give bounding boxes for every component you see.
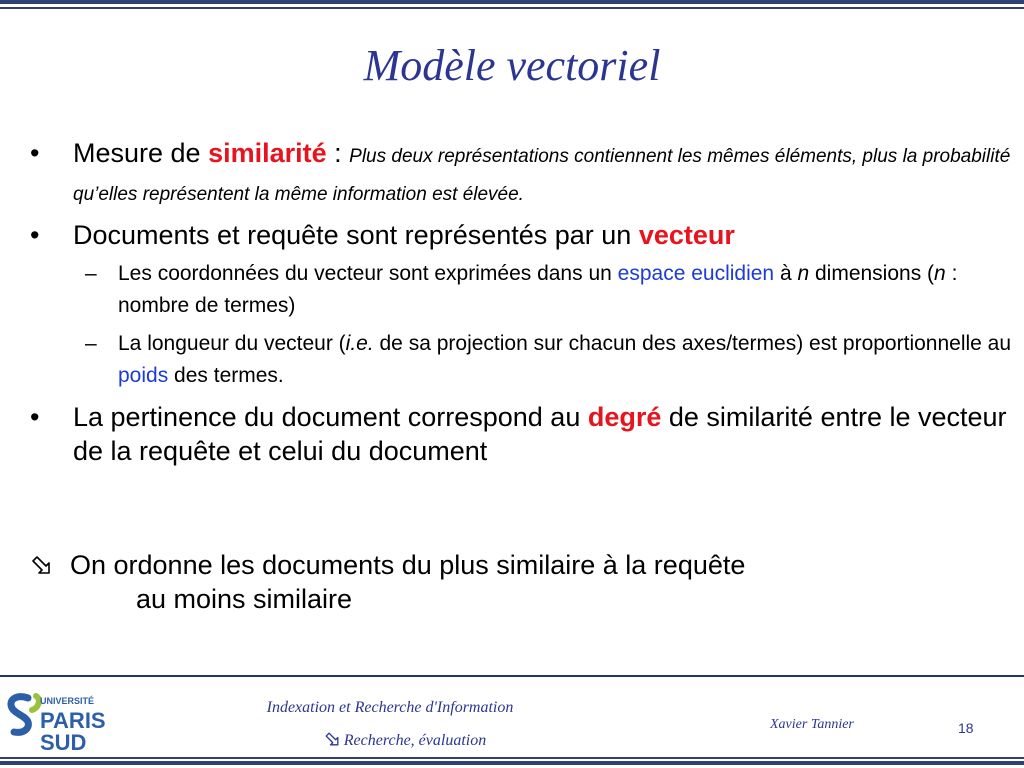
- logo-paris-text: PARIS: [40, 708, 106, 733]
- subbullet-coordinates: [30, 258, 1020, 322]
- slide-body: [30, 136, 1020, 468]
- bullet-icon: •: [30, 138, 40, 168]
- dash-icon: –: [85, 262, 97, 285]
- subbullet-text: à: [774, 262, 798, 285]
- footer-separator: [0, 675, 1024, 677]
- bullet-vector: [30, 218, 1020, 252]
- bullet-icon: •: [30, 220, 40, 250]
- footer-section: [200, 731, 610, 751]
- subbullet-text: : nombre de termes): [118, 262, 958, 317]
- footer-section-text: Recherche, évaluation: [343, 732, 487, 749]
- highlight-vecteur: vecteur: [638, 220, 735, 250]
- dash-icon: –: [85, 332, 97, 355]
- conclusion: [30, 548, 745, 616]
- bullet-text: Documents et requête sont représentés par un: [73, 220, 639, 250]
- university-logo: [6, 690, 116, 754]
- bottom-frame-bar-thin: [0, 757, 1024, 759]
- logo-sud-text: SUD: [40, 730, 87, 754]
- bullet-text: La pertinence du document correspond au: [73, 402, 588, 432]
- page-number: 18: [958, 720, 974, 736]
- conclusion-line1: On ordonne les documents du plus similaire à la requête: [70, 550, 746, 580]
- highlight-poids: poids: [118, 364, 169, 387]
- definition-italic: Plus deux représentations contiennent les mêmes éléments, plus la probabilité qu’elles représentent la même information est élevée.: [73, 146, 1011, 205]
- bullet-icon: •: [30, 402, 40, 432]
- highlight-similarite: similarité: [208, 138, 327, 168]
- subbullet-text: des termes.: [168, 364, 284, 387]
- subbullet-length: [30, 328, 1020, 392]
- italic-ie: i.e.: [345, 332, 374, 355]
- logo-univ-text: UNIVERSITÉ: [40, 696, 95, 706]
- highlight-degre: degré: [587, 402, 662, 432]
- hollow-arrow-icon: [324, 731, 340, 747]
- conclusion-line2: au moins similaire: [136, 584, 353, 614]
- footer-course-title: Indexation et Recherche d'Information: [266, 699, 514, 716]
- top-frame-bar-thin: [0, 7, 1024, 9]
- subbullet-text: Les coordonnées du vecteur sont exprimées dans un: [118, 262, 618, 285]
- footer-author: Xavier Tannier: [770, 717, 854, 732]
- highlight-espace-euclidien: espace euclidien: [617, 262, 775, 285]
- subbullet-text: dimensions (: [809, 262, 935, 285]
- bullet-relevance: [30, 400, 1020, 468]
- hollow-arrow-icon: [30, 548, 70, 582]
- subbullet-text: La longueur du vecteur (: [118, 332, 346, 355]
- subbullet-text: de sa projection sur chacun des axes/termes) est proportionnelle au: [373, 332, 1012, 355]
- bottom-frame-bar: [0, 761, 1024, 765]
- bullet-text: de similarité entre le vecteur de la requête et celui du document: [73, 402, 1007, 466]
- top-frame-bar: [0, 0, 1024, 4]
- slide-title: Modèle vectoriel: [363, 41, 661, 90]
- italic-n: n: [797, 262, 810, 285]
- bullet-text: Mesure de: [73, 138, 209, 168]
- bullet-text: :: [326, 138, 350, 168]
- italic-n: n: [934, 262, 946, 285]
- bullet-similarity: [30, 136, 1020, 212]
